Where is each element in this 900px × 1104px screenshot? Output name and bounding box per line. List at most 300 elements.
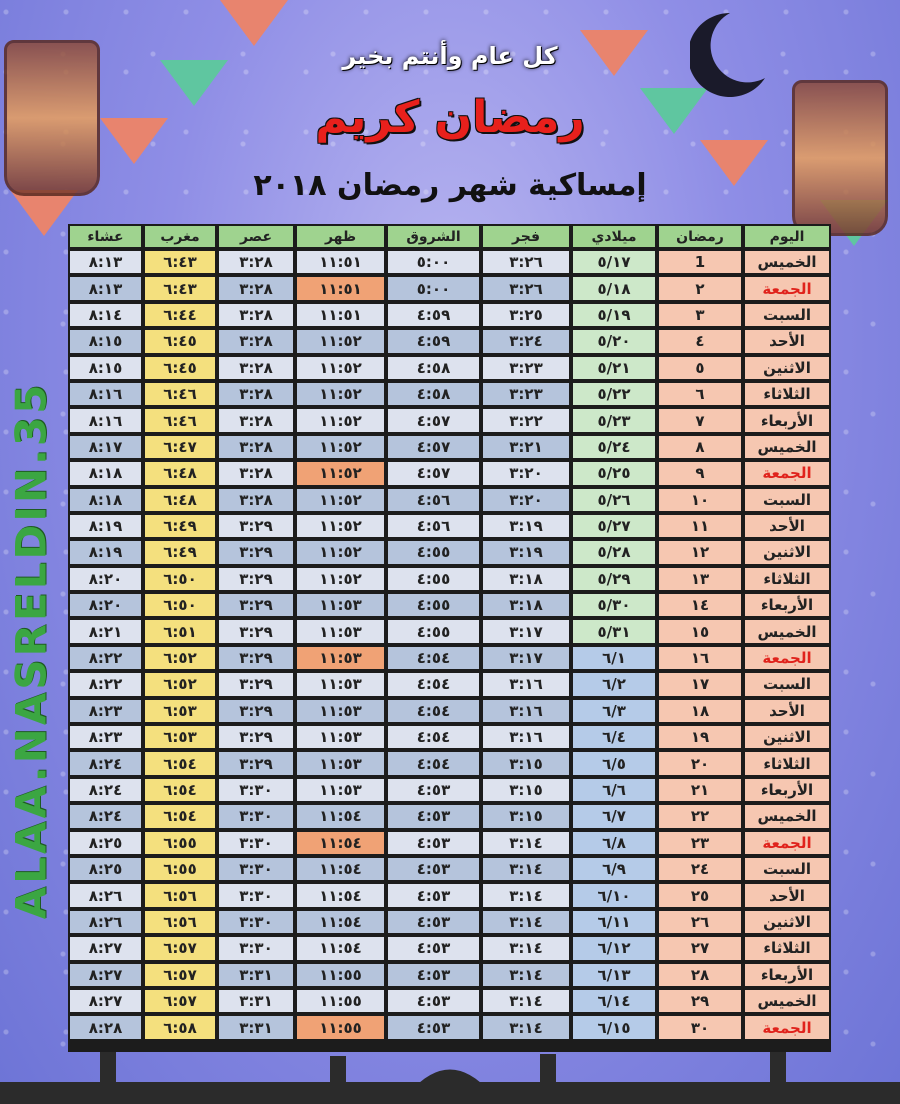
table-row	[68, 460, 831, 486]
cell-day: الاثنين	[743, 539, 831, 565]
cell-day: الخميس	[743, 249, 831, 275]
cell-fajr: ٣:١٤	[481, 909, 571, 935]
cell-miladi: ٥/٢٨	[571, 539, 657, 565]
cell-shuruq: ٤:٥٥	[386, 592, 481, 618]
cell-asr: ٣:٣٠	[217, 882, 295, 908]
cell-shuruq: ٤:٥٣	[386, 988, 481, 1014]
cell-dhuhr: ١١:٥١	[295, 302, 386, 328]
cell-miladi: ٥/١٧	[571, 249, 657, 275]
cell-asr: ٣:٢٨	[217, 275, 295, 301]
cell-isha: ٨:١٦	[68, 407, 143, 433]
cell-asr: ٣:٢٩	[217, 750, 295, 776]
cell-day: الأحد	[743, 882, 831, 908]
cell-miladi: ٥/١٩	[571, 302, 657, 328]
cell-fajr: ٣:٢٠	[481, 487, 571, 513]
cell-maghrib: ٦:٥٢	[143, 645, 217, 671]
cell-dhuhr: ١١:٥٥	[295, 1014, 386, 1040]
cell-maghrib: ٦:٥٦	[143, 909, 217, 935]
cell-shuruq: ٤:٥٣	[386, 935, 481, 961]
cell-maghrib: ٦:٤٥	[143, 355, 217, 381]
cell-fajr: ٣:١٥	[481, 803, 571, 829]
cell-isha: ٨:١٧	[68, 434, 143, 460]
cell-dhuhr: ١١:٥٢	[295, 355, 386, 381]
cell-maghrib: ٦:٥٣	[143, 724, 217, 750]
cell-maghrib: ٦:٥٧	[143, 988, 217, 1014]
cell-isha: ٨:٢٧	[68, 962, 143, 988]
cell-isha: ٨:٢٢	[68, 645, 143, 671]
cell-dhuhr: ١١:٥٥	[295, 962, 386, 988]
cell-shuruq: ٤:٥٣	[386, 777, 481, 803]
cell-miladi: ٦/٩	[571, 856, 657, 882]
cell-maghrib: ٦:٥٤	[143, 750, 217, 776]
watermark	[6, 330, 56, 970]
cell-isha: ٨:٢٤	[68, 803, 143, 829]
header-isha: عشاء	[68, 224, 143, 249]
cell-asr: ٣:٢٨	[217, 407, 295, 433]
cell-ramadan: ١٢	[657, 539, 743, 565]
cell-miladi: ٦/٢	[571, 671, 657, 697]
cell-fajr: ٣:٢٦	[481, 249, 571, 275]
cell-day: الثلاثاء	[743, 566, 831, 592]
cell-asr: ٣:٢٨	[217, 434, 295, 460]
cell-day: الاثنين	[743, 724, 831, 750]
cell-maghrib: ٦:٥٥	[143, 830, 217, 856]
cell-shuruq: ٤:٥٤	[386, 750, 481, 776]
cell-ramadan: ٢٥	[657, 882, 743, 908]
cell-ramadan: ١٠	[657, 487, 743, 513]
cell-asr: ٣:٢٩	[217, 645, 295, 671]
header-ramadan: رمضان	[657, 224, 743, 249]
cell-shuruq: ٤:٥٦	[386, 513, 481, 539]
page-subtitle: إمساكية شهر رمضان ٢٠١٨	[253, 168, 647, 203]
cell-maghrib: ٦:٥٠	[143, 566, 217, 592]
greeting-text: كل عام وأنتم بخير	[342, 42, 558, 70]
cell-maghrib: ٦:٥٧	[143, 935, 217, 961]
cell-fajr: ٣:٢٥	[481, 302, 571, 328]
cell-asr: ٣:٢٨	[217, 328, 295, 354]
cell-isha: ٨:١٥	[68, 355, 143, 381]
cell-maghrib: ٦:٥٧	[143, 962, 217, 988]
cell-shuruq: ٥:٠٠	[386, 249, 481, 275]
cell-shuruq: ٥:٠٠	[386, 275, 481, 301]
cell-day: الثلاثاء	[743, 935, 831, 961]
cell-miladi: ٦/١٥	[571, 1014, 657, 1040]
cell-miladi: ٥/٢٠	[571, 328, 657, 354]
table-row	[68, 803, 831, 829]
cell-day: الثلاثاء	[743, 381, 831, 407]
table-row	[68, 302, 831, 328]
cell-day: الأربعاء	[743, 777, 831, 803]
header-fajr: فجر	[481, 224, 571, 249]
cell-maghrib: ٦:٤٦	[143, 381, 217, 407]
cell-fajr: ٣:١٨	[481, 566, 571, 592]
cell-shuruq: ٤:٥٤	[386, 724, 481, 750]
cell-asr: ٣:٣٠	[217, 803, 295, 829]
cell-asr: ٣:٢٩	[217, 618, 295, 644]
cell-isha: ٨:١٤	[68, 302, 143, 328]
cell-ramadan: ١٦	[657, 645, 743, 671]
cell-isha: ٨:٢٥	[68, 856, 143, 882]
cell-ramadan: ١٣	[657, 566, 743, 592]
table-row	[68, 407, 831, 433]
cell-miladi: ٦/١١	[571, 909, 657, 935]
table-body	[68, 249, 831, 1041]
cell-asr: ٣:٢٨	[217, 355, 295, 381]
cell-dhuhr: ١١:٥٣	[295, 671, 386, 697]
cell-asr: ٣:٣٠	[217, 909, 295, 935]
cell-maghrib: ٦:٤٣	[143, 275, 217, 301]
cell-fajr: ٣:١٤	[481, 882, 571, 908]
cell-maghrib: ٦:٤٨	[143, 460, 217, 486]
cell-maghrib: ٦:٤٤	[143, 302, 217, 328]
cell-dhuhr: ١١:٥٢	[295, 487, 386, 513]
cell-day: الجمعة	[743, 1014, 831, 1040]
cell-ramadan: ١٧	[657, 671, 743, 697]
cell-day: الخميس	[743, 803, 831, 829]
cell-shuruq: ٤:٥٣	[386, 909, 481, 935]
table-row	[68, 988, 831, 1014]
cell-ramadan: ٧	[657, 407, 743, 433]
cell-miladi: ٦/١٠	[571, 882, 657, 908]
cell-dhuhr: ١١:٥٤	[295, 935, 386, 961]
table-row	[68, 671, 831, 697]
cell-shuruq: ٤:٥٤	[386, 698, 481, 724]
cell-dhuhr: ١١:٥٤	[295, 909, 386, 935]
cell-day: الجمعة	[743, 645, 831, 671]
cell-isha: ٨:١٨	[68, 460, 143, 486]
cell-fajr: ٣:٢٤	[481, 328, 571, 354]
cell-shuruq: ٤:٥٧	[386, 460, 481, 486]
cell-day: السبت	[743, 302, 831, 328]
table-row	[68, 275, 831, 301]
table-row	[68, 381, 831, 407]
cell-fajr: ٣:٢٦	[481, 275, 571, 301]
cell-miladi: ٦/٤	[571, 724, 657, 750]
cell-fajr: ٣:١٥	[481, 750, 571, 776]
cell-miladi: ٥/٢٧	[571, 513, 657, 539]
cell-dhuhr: ١١:٥٤	[295, 856, 386, 882]
cell-miladi: ٥/٢١	[571, 355, 657, 381]
cell-ramadan: ٨	[657, 434, 743, 460]
bunting-flag	[220, 0, 288, 46]
cell-isha: ٨:١٦	[68, 381, 143, 407]
header-miladi: ميلادي	[571, 224, 657, 249]
cell-ramadan: ١٤	[657, 592, 743, 618]
cell-day: الاثنين	[743, 909, 831, 935]
cell-isha: ٨:٢٦	[68, 909, 143, 935]
cell-asr: ٣:٢٩	[217, 698, 295, 724]
cell-dhuhr: ١١:٥٢	[295, 434, 386, 460]
cell-fajr: ٣:٢٠	[481, 460, 571, 486]
cell-day: الأربعاء	[743, 407, 831, 433]
cell-day: الاثنين	[743, 355, 831, 381]
cell-day: الأحد	[743, 698, 831, 724]
cell-ramadan: ٣٠	[657, 1014, 743, 1040]
table-row	[68, 355, 831, 381]
cell-ramadan: ٢٧	[657, 935, 743, 961]
cell-shuruq: ٤:٥٤	[386, 645, 481, 671]
cell-dhuhr: ١١:٥١	[295, 249, 386, 275]
table-row	[68, 487, 831, 513]
cell-maghrib: ٦:٥٥	[143, 856, 217, 882]
cell-isha: ٨:٢٣	[68, 698, 143, 724]
cell-fajr: ٣:١٤	[481, 856, 571, 882]
table-row	[68, 777, 831, 803]
cell-isha: ٨:١٩	[68, 513, 143, 539]
cell-asr: ٣:٣٠	[217, 777, 295, 803]
cell-dhuhr: ١١:٥٤	[295, 803, 386, 829]
cell-dhuhr: ١١:٥٢	[295, 328, 386, 354]
cell-asr: ٣:٢٨	[217, 302, 295, 328]
cell-ramadan: ١٩	[657, 724, 743, 750]
cell-day: الثلاثاء	[743, 750, 831, 776]
cell-fajr: ٣:١٧	[481, 618, 571, 644]
cell-dhuhr: ١١:٥٥	[295, 988, 386, 1014]
cell-miladi: ٥/٢٩	[571, 566, 657, 592]
cell-maghrib: ٦:٤٩	[143, 513, 217, 539]
cell-isha: ٨:٢٤	[68, 777, 143, 803]
cell-ramadan: ١١	[657, 513, 743, 539]
table-row	[68, 434, 831, 460]
mosque-skyline	[0, 1042, 900, 1104]
cell-ramadan: ٢٠	[657, 750, 743, 776]
cell-maghrib: ٦:٤٨	[143, 487, 217, 513]
table-row	[68, 592, 831, 618]
cell-ramadan: ٢٦	[657, 909, 743, 935]
table-row	[68, 645, 831, 671]
cell-day: الخميس	[743, 618, 831, 644]
cell-dhuhr: ١١:٥٢	[295, 381, 386, 407]
cell-shuruq: ٤:٥٧	[386, 407, 481, 433]
cell-day: الأربعاء	[743, 962, 831, 988]
cell-miladi: ٦/١	[571, 645, 657, 671]
cell-asr: ٣:٢٨	[217, 249, 295, 275]
cell-shuruq: ٤:٥٣	[386, 962, 481, 988]
cell-asr: ٣:٣١	[217, 962, 295, 988]
table-row	[68, 909, 831, 935]
cell-asr: ٣:٢٩	[217, 539, 295, 565]
cell-isha: ٨:٢٠	[68, 566, 143, 592]
cell-asr: ٣:٢٨	[217, 381, 295, 407]
cell-dhuhr: ١١:٥٣	[295, 698, 386, 724]
cell-shuruq: ٤:٥٣	[386, 803, 481, 829]
cell-ramadan: ٢٨	[657, 962, 743, 988]
cell-fajr: ٣:٢٣	[481, 381, 571, 407]
cell-ramadan: ٥	[657, 355, 743, 381]
cell-shuruq: ٤:٥٩	[386, 302, 481, 328]
cell-asr: ٣:٢٩	[217, 724, 295, 750]
table-header-row	[68, 224, 831, 249]
cell-maghrib: ٦:٤٣	[143, 249, 217, 275]
cell-maghrib: ٦:٥٣	[143, 698, 217, 724]
cell-dhuhr: ١١:٥٣	[295, 777, 386, 803]
cell-maghrib: ٦:٥٠	[143, 592, 217, 618]
cell-dhuhr: ١١:٥٤	[295, 830, 386, 856]
cell-fajr: ٣:١٤	[481, 1014, 571, 1040]
table-row	[68, 962, 831, 988]
cell-dhuhr: ١١:٥٢	[295, 460, 386, 486]
cell-day: الخميس	[743, 434, 831, 460]
cell-ramadan: ٢	[657, 275, 743, 301]
cell-shuruq: ٤:٥٨	[386, 381, 481, 407]
cell-isha: ٨:١٩	[68, 539, 143, 565]
cell-shuruq: ٤:٥٨	[386, 355, 481, 381]
table-row	[68, 856, 831, 882]
cell-shuruq: ٤:٥٣	[386, 830, 481, 856]
cell-miladi: ٥/٣١	[571, 618, 657, 644]
cell-dhuhr: ١١:٥٣	[295, 724, 386, 750]
table-row	[68, 566, 831, 592]
cell-miladi: ٥/٢٣	[571, 407, 657, 433]
cell-dhuhr: ١١:٥٣	[295, 592, 386, 618]
cell-day: الأربعاء	[743, 592, 831, 618]
cell-isha: ٨:٢٢	[68, 671, 143, 697]
table-row	[68, 724, 831, 750]
cell-isha: ٨:١٣	[68, 275, 143, 301]
cell-asr: ٣:٣١	[217, 988, 295, 1014]
cell-dhuhr: ١١:٥٣	[295, 750, 386, 776]
cell-day: الجمعة	[743, 830, 831, 856]
cell-isha: ٨:٢٨	[68, 1014, 143, 1040]
cell-isha: ٨:٢٦	[68, 882, 143, 908]
cell-miladi: ٥/٢٤	[571, 434, 657, 460]
cell-ramadan: 1	[657, 249, 743, 275]
cell-isha: ٨:٢٧	[68, 988, 143, 1014]
cell-shuruq: ٤:٥٣	[386, 1014, 481, 1040]
cell-asr: ٣:٢٨	[217, 460, 295, 486]
cell-fajr: ٣:١٨	[481, 592, 571, 618]
cell-miladi: ٦/١٤	[571, 988, 657, 1014]
cell-isha: ٨:١٥	[68, 328, 143, 354]
cell-miladi: ٦/٧	[571, 803, 657, 829]
cell-asr: ٣:٢٩	[217, 566, 295, 592]
cell-maghrib: ٦:٤٧	[143, 434, 217, 460]
cell-maghrib: ٦:٥٤	[143, 777, 217, 803]
table-row	[68, 513, 831, 539]
cell-fajr: ٣:١٤	[481, 830, 571, 856]
cell-day: الجمعة	[743, 460, 831, 486]
cell-ramadan: ٤	[657, 328, 743, 354]
cell-maghrib: ٦:٥٤	[143, 803, 217, 829]
cell-shuruq: ٤:٥٣	[386, 856, 481, 882]
cell-miladi: ٥/٢٢	[571, 381, 657, 407]
cell-miladi: ٥/٢٦	[571, 487, 657, 513]
cell-fajr: ٣:١٩	[481, 539, 571, 565]
cell-fajr: ٣:١٥	[481, 777, 571, 803]
cell-ramadan: ٢٤	[657, 856, 743, 882]
cell-isha: ٨:٢٠	[68, 592, 143, 618]
table-row	[68, 618, 831, 644]
cell-maghrib: ٦:٤٦	[143, 407, 217, 433]
cell-fajr: ٣:٢٢	[481, 407, 571, 433]
header-asr: عصر	[217, 224, 295, 249]
table-row	[68, 882, 831, 908]
header-maghrib: مغرب	[143, 224, 217, 249]
cell-ramadan: ٦	[657, 381, 743, 407]
cell-shuruq: ٤:٥٩	[386, 328, 481, 354]
cell-fajr: ٣:١٤	[481, 962, 571, 988]
table-row	[68, 1014, 831, 1040]
cell-fajr: ٣:١٦	[481, 698, 571, 724]
cell-asr: ٣:٢٩	[217, 592, 295, 618]
cell-shuruq: ٤:٥٥	[386, 539, 481, 565]
cell-miladi: ٦/٦	[571, 777, 657, 803]
cell-ramadan: ٢٩	[657, 988, 743, 1014]
cell-shuruq: ٤:٥٥	[386, 566, 481, 592]
cell-maghrib: ٦:٤٩	[143, 539, 217, 565]
cell-fajr: ٣:١٤	[481, 935, 571, 961]
cell-isha: ٨:١٨	[68, 487, 143, 513]
cell-ramadan: ١٨	[657, 698, 743, 724]
cell-day: السبت	[743, 856, 831, 882]
watermark-text: ALAA.NASRELDIN.35	[6, 381, 56, 919]
cell-ramadan: ٣	[657, 302, 743, 328]
table-row	[68, 750, 831, 776]
cell-miladi: ٥/٣٠	[571, 592, 657, 618]
cell-fajr: ٣:١٤	[481, 988, 571, 1014]
cell-maghrib: ٦:٥٨	[143, 1014, 217, 1040]
cell-isha: ٨:٢٣	[68, 724, 143, 750]
cell-maghrib: ٦:٥٦	[143, 882, 217, 908]
cell-isha: ٨:٢٤	[68, 750, 143, 776]
cell-dhuhr: ١١:٥٣	[295, 645, 386, 671]
imsakiya-table	[68, 224, 831, 1052]
cell-asr: ٣:٣٠	[217, 830, 295, 856]
cell-ramadan: ٢١	[657, 777, 743, 803]
table-row	[68, 935, 831, 961]
cell-day: السبت	[743, 671, 831, 697]
cell-fajr: ٣:١٦	[481, 671, 571, 697]
cell-fajr: ٣:١٩	[481, 513, 571, 539]
cell-dhuhr: ١١:٥٢	[295, 539, 386, 565]
table-row	[68, 539, 831, 565]
cell-miladi: ٥/٢٥	[571, 460, 657, 486]
cell-asr: ٣:٢٩	[217, 671, 295, 697]
cell-asr: ٣:٢٨	[217, 487, 295, 513]
cell-ramadan: ١٥	[657, 618, 743, 644]
cell-maghrib: ٦:٥٢	[143, 671, 217, 697]
cell-asr: ٣:٣٠	[217, 856, 295, 882]
cell-dhuhr: ١١:٥١	[295, 275, 386, 301]
cell-shuruq: ٤:٥٦	[386, 487, 481, 513]
table-row	[68, 249, 831, 275]
cell-miladi: ٦/١٣	[571, 962, 657, 988]
cell-ramadan: ٢٣	[657, 830, 743, 856]
cell-isha: ٨:٢٥	[68, 830, 143, 856]
cell-dhuhr: ١١:٥٢	[295, 513, 386, 539]
cell-day: السبت	[743, 487, 831, 513]
cell-dhuhr: ١١:٥٢	[295, 407, 386, 433]
cell-dhuhr: ١١:٥٢	[295, 566, 386, 592]
cell-asr: ٣:٢٩	[217, 513, 295, 539]
cell-shuruq: ٤:٥٣	[386, 882, 481, 908]
cell-fajr: ٣:٢٣	[481, 355, 571, 381]
page-title: رمضان كريم	[315, 92, 585, 143]
header-shuruq: الشروق	[386, 224, 481, 249]
cell-shuruq: ٤:٥٧	[386, 434, 481, 460]
cell-miladi: ٦/١٢	[571, 935, 657, 961]
cell-ramadan: ٢٢	[657, 803, 743, 829]
cell-day: الخميس	[743, 988, 831, 1014]
cell-day: الأحد	[743, 513, 831, 539]
header-day: اليوم	[743, 224, 831, 249]
cell-isha: ٨:٢٧	[68, 935, 143, 961]
cell-miladi: ٦/٥	[571, 750, 657, 776]
cell-fajr: ٣:٢١	[481, 434, 571, 460]
cell-fajr: ٣:١٦	[481, 724, 571, 750]
cell-maghrib: ٦:٤٥	[143, 328, 217, 354]
cell-asr: ٣:٣٠	[217, 935, 295, 961]
